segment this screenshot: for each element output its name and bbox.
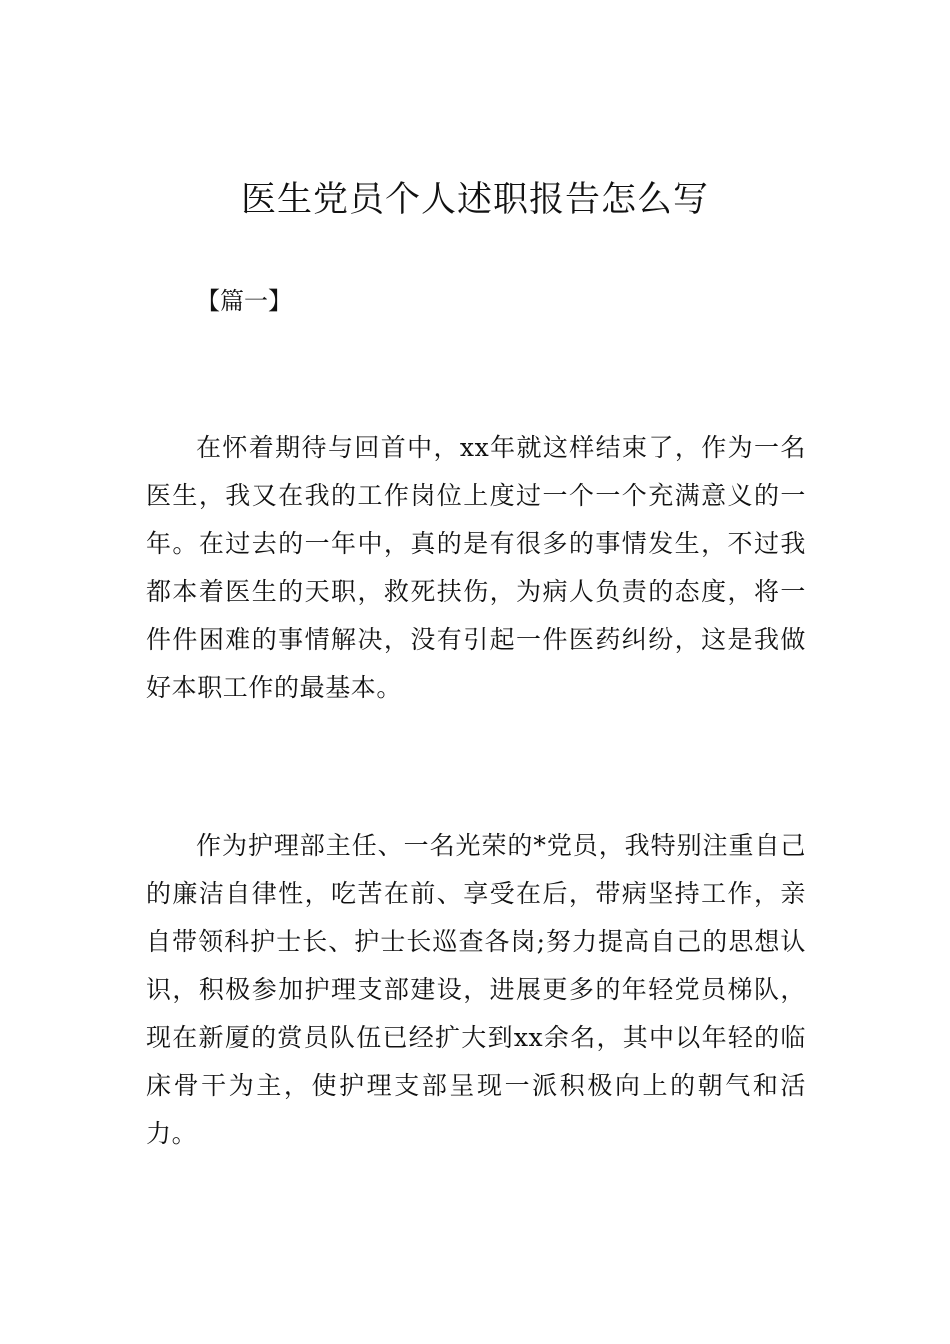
section-label: 【篇一】 — [196, 287, 292, 315]
document-title: 医生党员个人述职报告怎么写 — [240, 180, 709, 220]
body-paragraph-2: 作为护理部主任、一名光荣的*党员，我特别注重自己的廉洁自律性，吃苦在前、享受在后，带病坚持工作，亲自带领科护士长、护士长巡查各岗;努力提高自己的思想认识，积极参加护理支部建设，进展更多的年轻党员梯队，现在新厦的赏员队伍已经扩大到xx余名，其中以年轻的临床骨干为主，使护理支部呈现一派积极向上的朝气和活力。 — [146, 831, 806, 1148]
body-paragraph-1: 在怀着期待与回首中，xx年就这样结束了，作为一名医生，我又在我的工作岗位上度过一个一个充满意义的一年。在过去的一年中，真的是有很多的事情发生，不过我都本着医生的天职，救死扶伤，为病人负责的态度，将一件件困难的事情解决，没有引起一件医药纠纷，这是我做好本职工作的最基本。 — [146, 433, 806, 702]
